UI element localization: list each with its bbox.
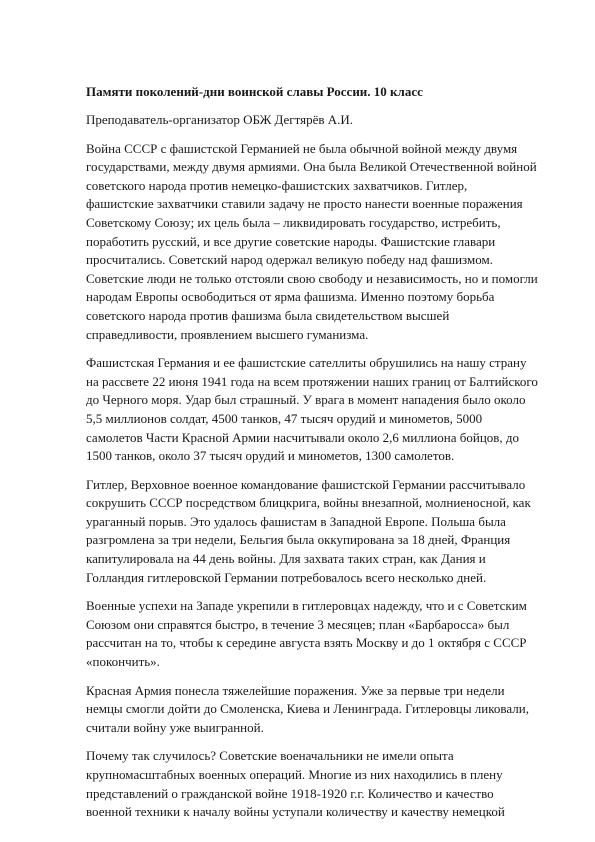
document-body: [86, 83, 538, 832]
paragraph-invasion: Фашистская Германия и ее фашистские сателлиты обрушились на нашу страну на рассвете 22 июня 1941 года на всем протяжении наших границ от Балтийского до Черного моря. Удар был страшный. У врага в момент нападения было около 5,5 миллионов солдат, 4500 танков, 47 тысяч орудий и минометов, 5000 самолетов Части Красной Армии насчитывали около 2,6 миллиона бойцов, до 1500 танков, около 37 тысяч орудий и минометов, 1300 самолетов.: [86, 355, 538, 464]
teacher-line: Преподаватель-организатор ОБЖ Дегтярёв А.И.: [86, 112, 354, 127]
document-title: Памяти поколений-дни воинской славы России. 10 класс: [86, 84, 423, 99]
paragraph-blitzkrieg: Гитлер, Верховное военное командование фашистской Германии рассчитывало сокрушить СССР посредством блицкрига, войны внезапной, молниеносной, как ураганный порыв. Это удалось фашистам в Западной Европе. Польша была разгромлена за три недели, Бельгия была оккупирована за 18 дней, Франция капитулировала на 44 день войны. Для захвата таких стран, как Дания и Голландия гитлеровской Германии потребовалось всего несколько дней.: [86, 476, 531, 585]
paragraph-barbarossa: Военные успехи на Западе укрепили в гитлеровцах надежду, что и с Советским Союзом они справятся быстро, в течение 3 месяцев; план «Барбаросса» был рассчитан на то, чтобы к середине августа взять Москву и до 1 октября с СССР «покончить».: [86, 598, 527, 670]
paragraph-defeats: Красная Армия понесла тяжелейшие поражения. Уже за первые три недели немцы смогли дойти до Смоленска, Киева и Ленинграда. Гитлеровцы ликовали, считали войну уже выигранной.: [86, 682, 529, 735]
paragraph-reasons: Почему так случилось? Советские военачальники не имели опыта крупномасштабных военных операций. Многие из них находились в плену представлений о гражданской войне 1918-1920 г.г. Количество и качество военной техники к началу войны уступали количеству и качеству немецкой: [86, 748, 505, 820]
paragraph-intro: Война СССР с фашистской Германией не была обычной войной между двумя государствами, между двумя армиями. Она была Великой Отечественной войной советского народа против немецко-фашистских захватчиков. Гитлер, фашистские захватчики ставили задачу не просто нанести военные поражения Советскому Союзу; их цель была – ликвидировать государство, истребить, поработить русский, и все другие советские народы. Фашистские главари просчитались. Советский народ одержал великую победу над фашизмом. Советские люди не только отстояли свою свободу и независимость, но и помогли народам Европы освободиться от ярма фашизма. Именно поэтому борьба советского народа против фашизма была свидетельством высшей справедливости, проявлением высшего гуманизма.: [86, 140, 538, 342]
